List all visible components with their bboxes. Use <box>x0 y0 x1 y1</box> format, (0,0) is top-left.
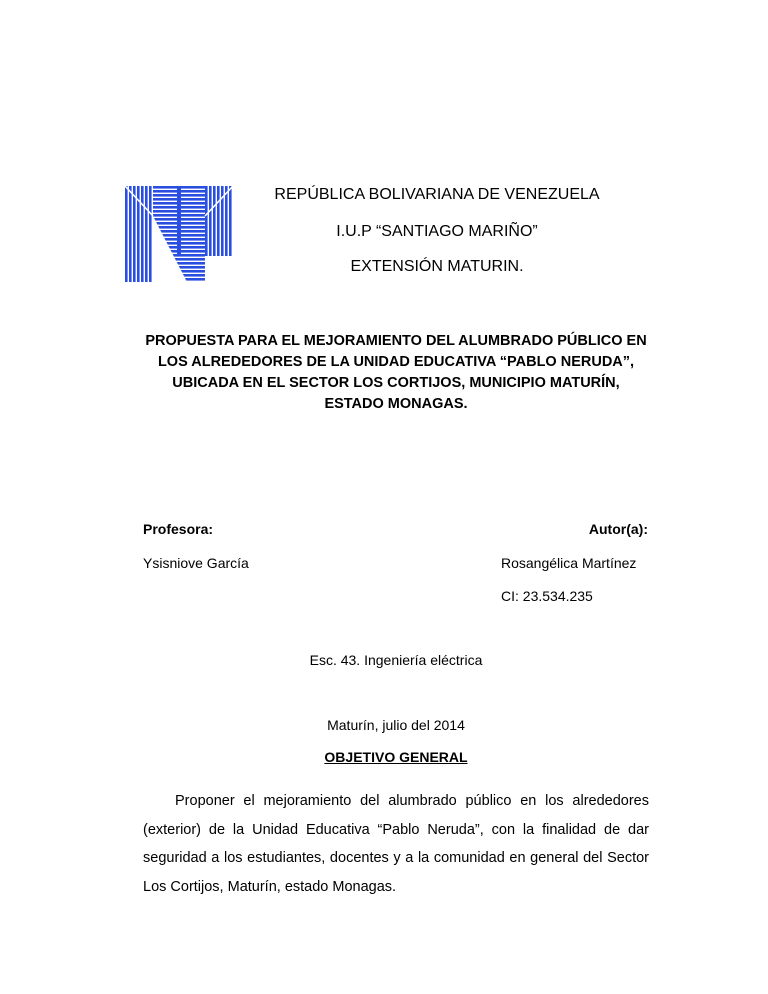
place-date: Maturín, julio del 2014 <box>327 717 465 733</box>
school-code: Esc. 43. Ingeniería eléctrica <box>309 652 483 668</box>
header-extension: EXTENSIÓN MATURIN. <box>350 258 524 275</box>
objective-paragraph: Proponer el mejoramiento del alumbrado público en los alrededores (exterior) de la Unidad Educativa “Pablo Neruda”, con la finalidad de dar seguridad a los estudiantes, docentes y a la comunidad en general del Sector Los Cortijos, Maturín, estado Monagas. <box>143 793 649 895</box>
section-heading: OBJETIVO GENERAL <box>324 749 468 765</box>
author-ci: CI: 23.534.235 <box>501 588 593 604</box>
header-republic: REPÚBLICA BOLIVARIANA DE VENEZUELA <box>274 186 600 203</box>
professor-name: Ysisniove García <box>143 555 249 571</box>
author-name: Rosangélica Martínez <box>501 555 637 571</box>
document-title: PROPUESTA PARA EL MEJORAMIENTO DEL ALUMBRADO PÚBLICO EN LOS ALREDEDORES DE LA UNIDAD EDUCATIVA “PABLO NERUDA”, UBICADA EN EL SECTOR LOS CORTIJOS, MUNICIPIO MATURÍN, ESTADO MONAGAS. <box>145 333 647 412</box>
author-label: Autor(a): <box>588 521 648 537</box>
professor-label: Profesora: <box>143 521 214 537</box>
header-institute: I.U.P “SANTIAGO MARIÑO” <box>336 223 538 240</box>
